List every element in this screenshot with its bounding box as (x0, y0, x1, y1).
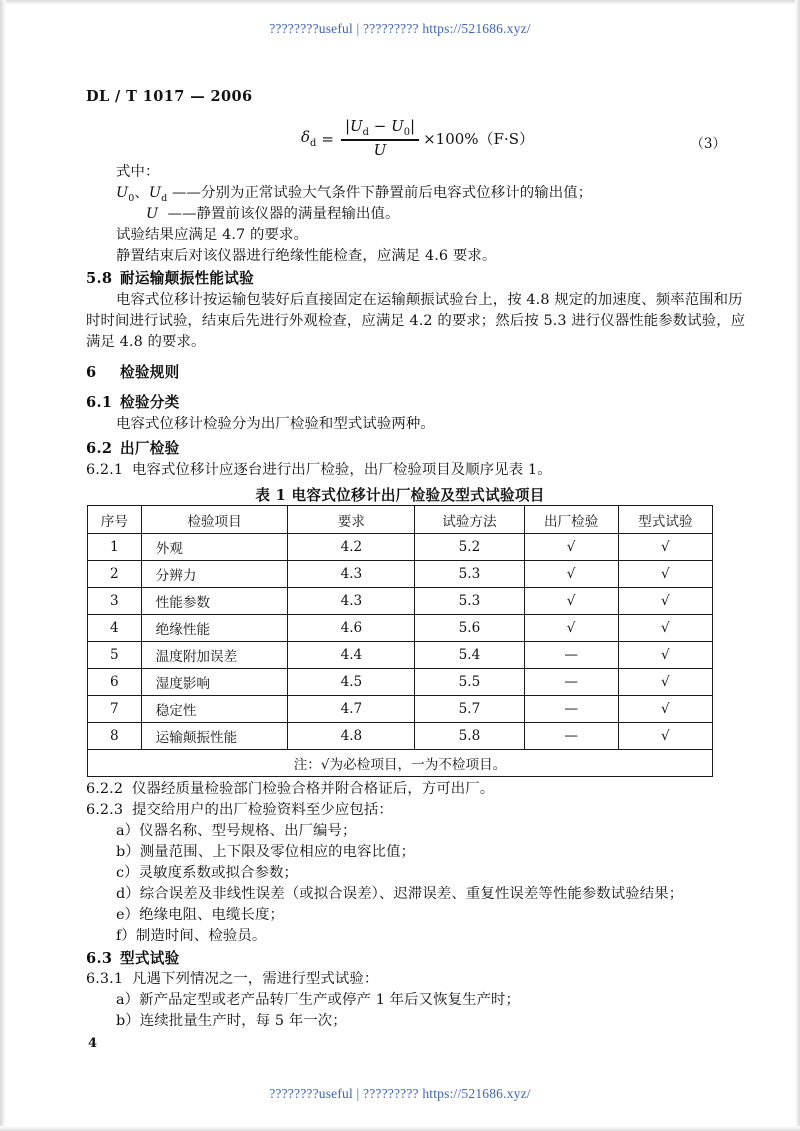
inspection-items-table (87, 505, 713, 777)
table-row (88, 669, 713, 696)
list-item-a-631: a）新产品定型或老产品转厂生产或停产 1 年后又恢复生产时； (116, 992, 521, 1008)
section-5-8-line1: 电容式位移计按运输包装好后直接固定在运输颠振试验台上，按 4.8 规定的加速度、频率范围和历 (116, 292, 743, 308)
section-title-6: 检验规则 (120, 364, 180, 381)
watermark-footer: ????????useful | ????????? https://521686.xyz/ (269, 1086, 531, 1101)
section-5-8-line2: 时时间进行试验，结束后先进行外观检查，应满足 4.2 的要求；然后按 5.3 进行仪器性能参数试验，应 (86, 313, 746, 329)
section-number-6: 6 (86, 364, 97, 381)
cell-factory-inspection: √ (524, 561, 618, 588)
formula-equals: = (321, 129, 334, 148)
table-note-row (88, 750, 713, 777)
list-item-a-623: a）仪器名称、型号规格、出厂编号； (116, 823, 357, 839)
cell-requirement: 4.8 (288, 723, 415, 750)
table-row (88, 561, 713, 588)
page-number: 4 (88, 1036, 98, 1051)
section-number-5-8: 5.8 (86, 270, 113, 287)
table-row (88, 534, 713, 561)
cell-method: 5.5 (415, 669, 524, 696)
cell-method: 5.2 (415, 534, 524, 561)
cell-requirement: 4.3 (288, 561, 415, 588)
section-heading-6 (86, 361, 180, 382)
cell-method: 5.4 (415, 642, 524, 669)
list-item-b-623: b）测量范围、上下限及零位相应的电容比值； (116, 844, 416, 860)
cell-no: 8 (88, 723, 142, 750)
table-note: 注：√为必检项目，一为不检项目。 (88, 750, 713, 777)
formula-denominator: U (373, 140, 387, 159)
section-title-5-8: 耐运输颠振性能试验 (120, 270, 255, 287)
cell-factory-inspection: — (524, 642, 618, 669)
cell-method: 5.3 (415, 561, 524, 588)
section-number-6-2-1: 6.2.1 (86, 462, 124, 478)
cell-requirement: 4.5 (288, 669, 415, 696)
section-6-3-1-body: 凡遇下列情况之一，需进行型式试验： (132, 971, 379, 987)
cell-no: 4 (88, 615, 142, 642)
cell-item: 外观 (141, 534, 288, 561)
section-6-2-1-text (86, 460, 552, 481)
cell-requirement: 4.7 (288, 696, 415, 723)
table-row (88, 723, 713, 750)
page-edge-bottom (0, 1126, 800, 1131)
section-6-2-3-body: 提交给用户的出厂检验资料至少应包括： (132, 802, 393, 818)
cell-method: 5.7 (415, 696, 524, 723)
formula-tail: ×100%（F·S） (423, 130, 534, 149)
cell-item: 性能参数 (141, 588, 288, 615)
table-row (88, 615, 713, 642)
section-number-6-2-2: 6.2.2 (86, 781, 124, 797)
cell-factory-inspection: √ (524, 588, 618, 615)
cell-type-test: √ (618, 588, 712, 615)
page-edge-right (795, 0, 800, 1131)
section-heading-6-2 (86, 437, 180, 458)
section-number-6-2-3: 6.2.3 (86, 802, 124, 818)
section-title-6-1: 检验分类 (120, 394, 180, 411)
formula-number: （3） (690, 136, 726, 152)
list-item-c-623: c）灵敏度系数或拟合参数； (116, 865, 299, 881)
section-6-3-1-text (86, 969, 378, 990)
cell-no: 1 (88, 534, 142, 561)
definition-u: U ——静置前该仪器的满量程输出值。 (146, 206, 400, 222)
table-header-item: 检验项目 (141, 506, 288, 534)
section-heading-6-1 (86, 391, 180, 412)
cell-type-test: √ (618, 534, 712, 561)
cell-item: 湿度影响 (141, 669, 288, 696)
section-number-6-1: 6.1 (86, 394, 113, 411)
list-item-e-623: e）绝缘电阻、电缆长度； (116, 907, 285, 923)
section-number-6-3: 6.3 (86, 950, 113, 967)
list-item-f-623: f）制造时间、检验员。 (116, 928, 267, 944)
section-6-1-paragraph: 电容式位移计检验分为出厂检验和型式试验两种。 (116, 416, 435, 432)
cell-no: 2 (88, 561, 142, 588)
formula-lhs: $\delta_d$ (301, 128, 317, 150)
cell-factory-inspection: √ (524, 534, 618, 561)
definition-u0-ud: $U_0$、$U_d$ ——分别为正常试验大气条件下静置前后电容式位移计的输出值； (116, 185, 593, 204)
cell-type-test: √ (618, 561, 712, 588)
cell-type-test: √ (618, 669, 712, 696)
cell-requirement: 4.2 (288, 534, 415, 561)
table-header-no: 序号 (88, 506, 142, 534)
cell-method: 5.8 (415, 723, 524, 750)
insulation-check-text: 静置结束后对该仪器进行绝缘性能检查，应满足 4.6 要求。 (116, 248, 497, 264)
section-6-2-2-body: 仪器经质量检验部门检验合格并附合格证后，方可出厂。 (132, 781, 495, 797)
cell-no: 7 (88, 696, 142, 723)
cell-item: 稳定性 (141, 696, 288, 723)
cell-item: 分辨力 (141, 561, 288, 588)
cell-type-test: √ (618, 723, 712, 750)
table-row (88, 642, 713, 669)
cell-no: 6 (88, 669, 142, 696)
section-number-6-2: 6.2 (86, 440, 113, 457)
cell-requirement: 4.4 (288, 642, 415, 669)
page-edge-top (0, 0, 800, 5)
cell-type-test: √ (618, 696, 712, 723)
formula-expression (301, 118, 534, 159)
table-caption: 表 1 电容式位移计出厂检验及型式试验项目 (255, 487, 545, 504)
cell-type-test: √ (618, 642, 712, 669)
cell-item: 绝缘性能 (141, 615, 288, 642)
section-title-6-3: 型式试验 (120, 950, 180, 967)
section-heading-5-8 (86, 267, 254, 288)
cell-requirement: 4.6 (288, 615, 415, 642)
cell-requirement: 4.3 (288, 588, 415, 615)
section-5-8-line3: 满足 4.8 的要求。 (86, 334, 206, 350)
table-header-method: 试验方法 (415, 506, 524, 534)
section-number-6-3-1: 6.3.1 (86, 971, 124, 987)
formula-numerator: $|U_d - U_0|$ (344, 117, 416, 138)
page-edge-left (0, 0, 6, 1131)
table-row (88, 588, 713, 615)
section-title-6-2: 出厂检验 (120, 440, 180, 457)
formula-fraction (341, 118, 419, 159)
cell-no: 5 (88, 642, 142, 669)
document-standard-code: DL / T 1017 — 2006 (86, 88, 253, 105)
cell-factory-inspection: — (524, 669, 618, 696)
cell-item: 运输颠振性能 (141, 723, 288, 750)
cell-factory-inspection: — (524, 723, 618, 750)
cell-factory-inspection: √ (524, 615, 618, 642)
section-heading-6-3 (86, 947, 180, 968)
cell-type-test: √ (618, 615, 712, 642)
cell-factory-inspection: — (524, 696, 618, 723)
section-6-2-3-text (86, 800, 393, 821)
section-6-2-1-body: 电容式位移计应逐台进行出厂检验，出厂检验项目及顺序见表 1。 (132, 462, 552, 478)
table-header-row (88, 506, 713, 534)
test-result-requirement: 试验结果应满足 4.7 的要求。 (116, 227, 308, 243)
cell-item: 温度附加误差 (141, 642, 288, 669)
formula-block (86, 118, 726, 162)
cell-method: 5.3 (415, 588, 524, 615)
table-header-requirement: 要求 (288, 506, 415, 534)
table-header-type-test: 型式试验 (618, 506, 712, 534)
where-label: 式中： (116, 164, 160, 180)
cell-method: 5.6 (415, 615, 524, 642)
section-6-2-2-text (86, 779, 494, 800)
list-item-b-631: b）连续批量生产时，每 5 年一次； (116, 1013, 347, 1029)
cell-no: 3 (88, 588, 142, 615)
table-row (88, 696, 713, 723)
watermark-header: ????????useful | ????????? https://521686.xyz/ (269, 21, 531, 36)
list-item-d-623: d）综合误差及非线性误差（或拟合误差）、迟滞误差、重复性误差等性能参数试验结果； (116, 886, 684, 902)
table-header-factory-inspection: 出厂检验 (524, 506, 618, 534)
